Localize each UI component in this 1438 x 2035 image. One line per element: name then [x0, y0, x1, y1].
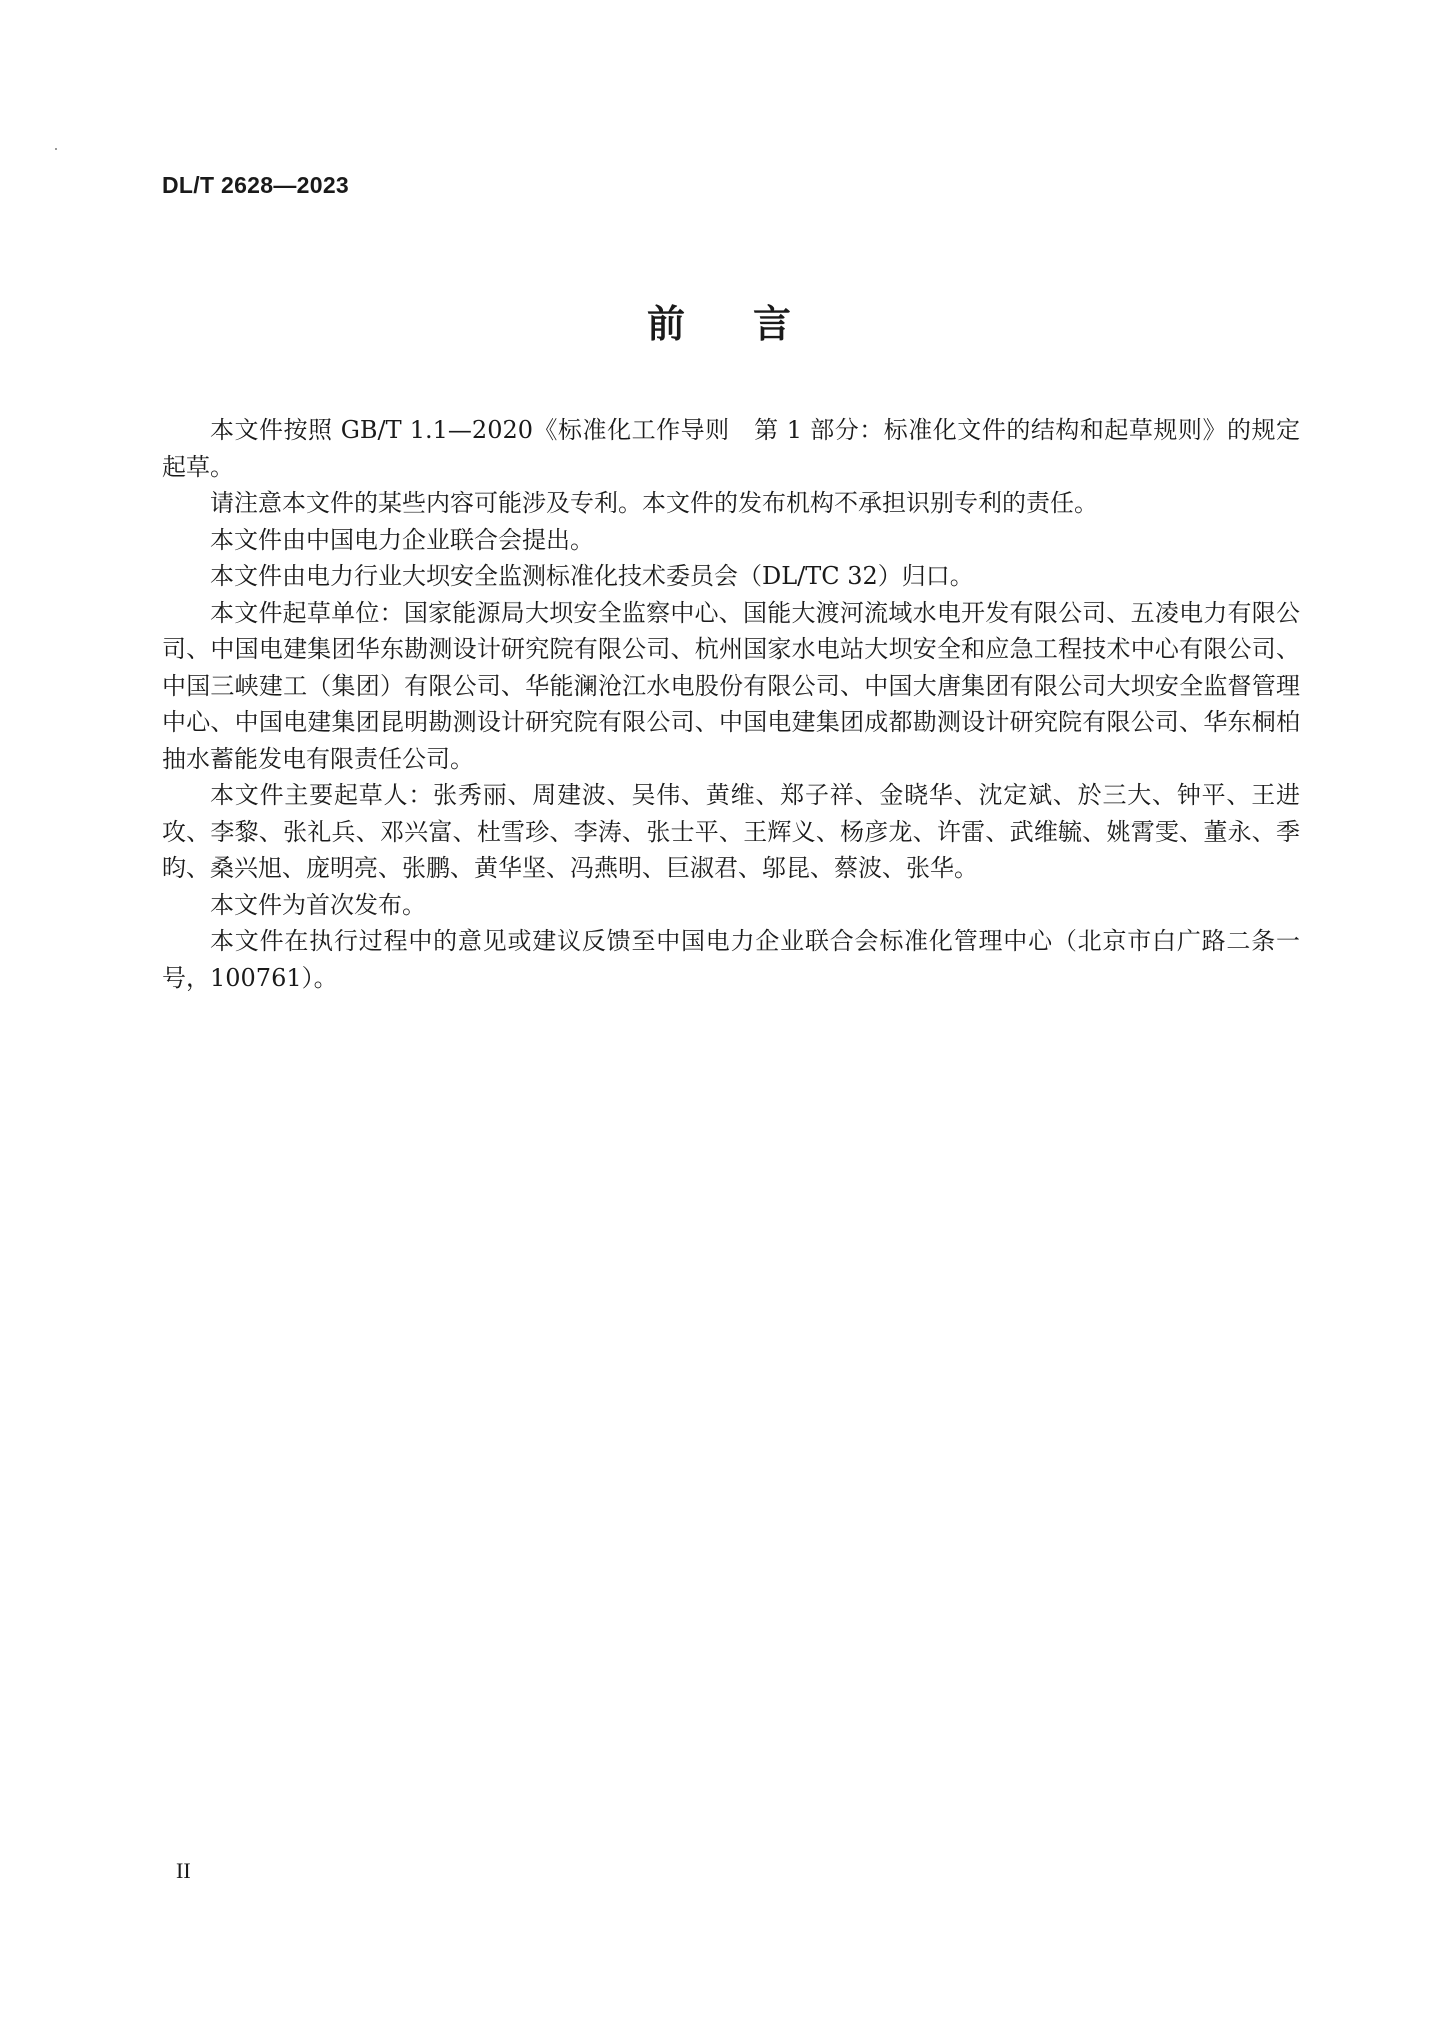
paragraph-drafting-units: 本文件起草单位：国家能源局大坝安全监察中心、国能大渡河流域水电开发有限公司、五凌电力有限公司、中国电建集团华东勘测设计研究院有限公司、杭州国家水电站大坝安全和应急工程技术中心有限公司、中国三峡建工（集团）有限公司、华能澜沧江水电股份有限公司、中国大唐集团有限公司大坝安全监督管理中心、中国电建集团昆明勘测设计研究院有限公司、中国电建集团成都勘测设计研究院有限公司、华东桐柏抽水蓄能发电有限责任公司。	[162, 598, 1300, 773]
scan-mark	[55, 148, 57, 150]
document-code: DL/T 2628—2023	[162, 172, 350, 198]
paragraph-first-release: 本文件为首次发布。	[210, 890, 426, 919]
paragraph-committee: 本文件由电力行业大坝安全监测标准化技术委员会（DL/TC 32）归口。	[210, 562, 974, 590]
page-title: 前言	[646, 302, 859, 346]
paragraph-patent-notice: 请注意本文件的某些内容可能涉及专利。本文件的发布机构不承担识别专利的责任。	[210, 489, 1098, 517]
foreword-body	[162, 412, 1300, 996]
paragraph-proposer: 本文件由中国电力企业联合会提出。	[210, 525, 594, 554]
paragraph-feedback: 本文件在执行过程中的意见或建议反馈至中国电力企业联合会标准化管理中心（北京市白广路二条一号，100761）。	[162, 927, 1300, 992]
paragraph-drafters: 本文件主要起草人：张秀丽、周建波、吴伟、黄维、郑子祥、金晓华、沈定斌、於三大、钟平、王进攻、李黎、张礼兵、邓兴富、杜雪珍、李涛、张士平、王辉义、杨彦龙、许雷、武维毓、姚霄雯、董永、季昀、桑兴旭、庞明亮、张鹏、黄华坚、冯燕明、巨淑君、邬昆、蔡波、张华。	[162, 781, 1300, 882]
paragraph-drafting-rules: 本文件按照 GB/T 1.1—2020《标准化工作导则 第 1 部分：标准化文件的结构和起草规则》的规定起草。	[162, 416, 1300, 481]
page-number: II	[176, 1858, 191, 1883]
